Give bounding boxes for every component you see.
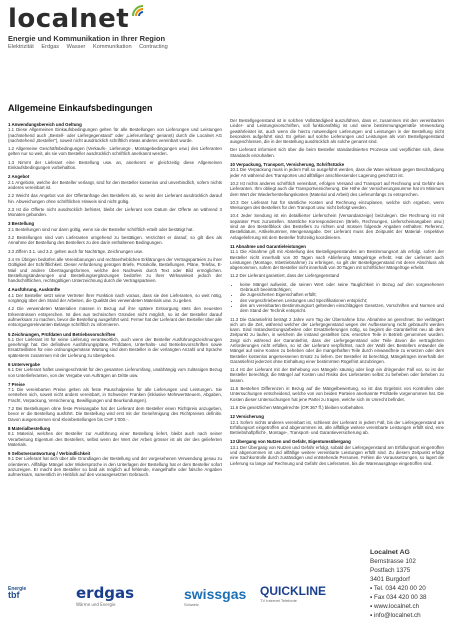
- service-item: Kommunikation: [93, 44, 132, 50]
- paragraph: 4.1 Der Besteller setzt seine Vertreter ihrer Funktion nach voraus, dass sie den Lieferanten, so weit nötig, vorgängig über den Stand der Arbeiten, die Qualität des verwendeten Materials usw. zu geben.: [8, 292, 222, 304]
- section-heading: 8 Materialbestellung: [8, 425, 51, 431]
- section-heading: 13 Übergang von Nutzen und Gefahr, Eigentumsübergang: [230, 439, 351, 445]
- section-heading: 10 Verpackung, Transport, Versicherung, Schriftstücke: [230, 162, 345, 168]
- address-company-name: Localnet AG: [370, 549, 410, 556]
- paragraph: 3.4 Im Übrigen bedürfen alle Vereinbarungen und rechtserheblichen Erklärungen der Vertragsparteien zu ihrer Gültigkeit der Schriftlichkeit. Dieser Anforderung genügen Briefe, Protokolle, Bestellungen, Pläne, Telefax, E-Mail und andere Übertragungsformen, welche den Nachweis durch Text oder Bild ermöglichen. Bestellungsänderungen und Bestellungsergänzungen bedürfen zu ihrer Wirksamkeit jedoch der handschriftlichen, rechtsgültigen Unterzeichnung durch die Vertragsparteien.: [8, 256, 222, 284]
- bullet-item: • die zugesicherten Eigenschaften erfüllt;: [240, 292, 444, 297]
- paragraph: 12.1 Sofern nichts anderes vereinbart ist, schliesst der Lieferant in jedem Fall, bis der Liefergegenstand am Erfüllungsort eingetroffen und abgenommen ist, alle allfällige weitere vereinbarte Leistungen erfüllt sind, eine Betriebshaftpflicht-, Montage-, Transport- und Garantieversicherung ab.: [230, 419, 444, 436]
- web-link[interactable]: www.localnet.ch: [373, 603, 420, 610]
- paragraph: 3.1 Bestellungen sind nur dann gültig, wenn sie der Besteller schriftlich erteilt oder bestätigt hat.: [8, 226, 194, 232]
- paragraph: Der Bestellgegenstand ist in solchen Vollständigkeit auszuführen, dass er, zusammen mit den vereinbarten Lieder- und Leistungsvorschriften, voll funktionsfähig ist und seine bestimmungsgemäße Verwendung gewährleistet ist, auch wenn die hierzu notwendigen Lieferungen und Leistungen in der Bestellung nicht besonders aufgeführt sind. Es gelten auf solche Lieferungen und Leistungen als vom Bestellgegenstand ausgeschlossen, die in der Bestellung ausdrücklich als solche genannt sind.: [230, 118, 444, 145]
- paragraph: 10.2 Ist nichts anderes schriftlich vereinbart, erfolgen Versand und Transport auf Rechnung und Gefahr des Lieferanten. Ihm obliegt auch die Transportversicherung. Die Höhe der Versicherungssumme hat im Minimum dem Wert der Wiederherstellungskosten (Material und Arbeit) des Lieferumfangs zu entsprechen.: [230, 180, 444, 197]
- paragraph: 10.1 Die Verpackung muss in jedem Fall so ausgeführt werden, dass die Ware wirksam gegen Beschädigung jeder Art während des Transportes und allfälliger anschliessender Lagerung geschützt ist.: [230, 167, 444, 178]
- partner-logo-swissgas-mark: swissgas: [184, 586, 247, 602]
- section-heading: 11 Abnahme und Garantieleistungen: [230, 243, 306, 249]
- partner-logos: [8, 582, 358, 622]
- section-heading: 6 Untervergabe: [8, 361, 40, 367]
- partner-logo-erdgas: [76, 584, 134, 607]
- paragraph: 8.1 Material, welches der Besteller zur Ausführung einer Bestellung liefert, bleibt auch nach seiner Verarbeitung Eigentum des Bestellers, selbst wenn der Wert der Arbeit grösser ist als der des gelieferten Materials.: [8, 431, 222, 447]
- paragraph: 2.3 Ist die Offerte nicht ausdrücklich befristet, bleibt der Lieferant vom Datum der Offerte an während 3 Monaten gebunden.: [8, 206, 222, 218]
- services-list: [8, 44, 448, 50]
- section-heading: 9 Selbstverantwortung / Verbindlichkeit: [8, 451, 91, 457]
- bullet-list: [230, 282, 444, 314]
- paragraph: 5.1 Der Lieferant ist für seine Lieferung verantwortlich, auch wenn der Besteller Ausführungszeichnungen genehmigt hat. Die definitiven Ausführungspläne, Prüfdaten, Unterhalts- und Betriebsvorschriften sowie Ersatzteillisten für eine ordnungsgemässe Wartung sind dem Besteller in der verlangten Anzahl und Sprache spätestens zusammen mit der Lieferung zu übergeben.: [8, 336, 222, 358]
- fax-text: Fax 034 420 00 38: [373, 594, 427, 601]
- phone-text: Tel. 034 420 00 20: [373, 585, 426, 592]
- paragraph: 6.1 Der Lieferant haftet uneingeschränkt für den gesamten Lieferumfang, unabhängig vom zulässigen Bezug von Unterlieferanten, von der Vergabe von Aufträgen an Dritte usw.: [8, 367, 222, 378]
- company-logo: [8, 6, 448, 50]
- bullet-item: • den vorgeschriebenen Leistungen und Spezifikationen entspricht;: [240, 298, 444, 303]
- terms-right-column: [230, 118, 444, 469]
- address-web[interactable]: ▪ www.localnet.ch: [370, 603, 420, 610]
- email-link[interactable]: info@localnet.ch: [373, 612, 421, 619]
- company-address: [370, 548, 427, 620]
- address-street: Bernstrasse 102: [370, 558, 416, 565]
- section-heading: 12 Versicherung: [230, 414, 264, 420]
- paragraph: 4.2 Die verwendeten Materialien müssen in Bezug auf ihre spätere Entsorgung stets den neuesten Erkenntnissen entsprechen. Ist dies aus technischen Gründen nicht möglich, so ist der Besteller darauf aufmerksam zu machen, bevor die Bestellung ausgeführt wird. Ferner hat der Lieferant den Besteller über alle entsorgungsrelevanten Belange schriftlich zu informieren.: [8, 306, 222, 328]
- partner-logo-quickline: [260, 584, 326, 603]
- partner-logo-energie-label: Energie: [8, 586, 27, 592]
- partner-logo-erdgas-sub: Wärme und Energie: [76, 602, 116, 607]
- paragraph: 10.3 Der Lieferant hat für sämtliche Kosten und Rechnung einzuplanen, welche sich ergeben, wenn Weisungen des Bestellers für den Transport usw. nicht befolgt werden.: [230, 199, 444, 211]
- section-heading: 3 Bestellung: [8, 221, 35, 227]
- paragraph: 3.3 Ziffern 3.1. und 3.2. gelten auch für Nachträge, Zeichnungen usw.: [8, 248, 143, 254]
- paragraph: Der Lieferant informiert sich über die beim Besteller standardisierten Prozesse und verpflichtet sich, diese Standards einzuhalten.: [230, 147, 444, 158]
- tagline: Energie und Kommunikation in Ihrer Region: [8, 34, 166, 43]
- service-item: Erdgas: [41, 44, 60, 50]
- paragraph: 11.1 Die Abnahme gilt mit Abstellung des Bestellgegenstandes am Bestimmungsort als erfolgt, sofern der Besteller nicht innerhalb von 30 Tagen nach Ablieferung Mängelrüge erhebt. Hat der Lieferant auch Leistungen (Montage, Inbetriebnahme) zu erbringen, so gilt der Bestellgegenstand mit deren Abschluss als abgenommen, sofern der Besteller nicht innerhalb von 30 Tagen mit schriftlicher Mängelrüge erhebt.: [230, 249, 444, 271]
- paragraph: 10.4 Jeder Sendung ist ein detaillierter Lieferschein (Versandanzeige) beizulegen. Die Rechnung ist mit separater Post zuzustellen. Sämtliche Korrespondenzen (Briefe, Rechnungen, Lieferscheinangaben usw.) sind an den Bestellblock des Bestellers zu richten und müssen folgende Angaben enthalten: Referenz, Bestelldatum, Artikelnummer, Mengenangabe. Der Lieferant muss den Zeitpunkt der Material- respektive Anlagelieferung mit dem Besteller frühzeitig koordinieren.: [230, 213, 444, 240]
- partner-logo-quickline-mark: QUICKLINE: [260, 584, 326, 598]
- terms-left-column: [8, 118, 222, 481]
- paragraph: 9.1 Der Lieferant hat sich über alle Grundlagen der Bestellung und der vorgesehenen Verwendung genau zu orientieren. Allfällige Mängel oder Widersprüche in den Unterlagen der Bestellung hat er dem Besteller sofort anzuzeigen. Er macht den Besteller so bald als möglich auf fehlende, mangelhafte oder falsche Angaben aufmerksam, namentlich im Hinblick auf den vorausgesetzten Gebrauch.: [8, 456, 222, 478]
- paragraph: 2.1 Angebote, welche der Besteller verlangt, sind für den Besteller kostenlos und unverbindlich, sofern nichts anderes vereinbart ist.: [8, 179, 222, 190]
- partner-logo-quickline-sub: TV Internet Telefonie: [260, 598, 297, 603]
- paragraph: 11.2 Der Lieferant garantiert, dass der Liefergegenstand: [230, 273, 340, 279]
- paragraph: 11.5 Bestehen Differenzen in Bezug auf die Mängelbewertung, so ist das Ergebnis von Kontrollen oder Untersuchungen entscheidend, welche von von beiden Parteien anerkannte Prüfstelle vorgenommen hat. Die Kosten dieser Untersuchungen hat jene Partei zu tragen, welche sich im Unrecht befindet.: [230, 386, 444, 402]
- partner-logo-energie-mark: tbf: [8, 590, 20, 600]
- section-heading: 2 Angebot: [8, 174, 30, 180]
- address-city: 3401 Burgdorf: [370, 576, 410, 583]
- partner-logo-erdgas-mark: erdgas: [76, 584, 135, 602]
- logo-arc-icon: [131, 4, 145, 18]
- service-item: Contracting: [139, 44, 168, 50]
- document-title: Allgemeine Einkaufsbedingungen: [8, 103, 153, 113]
- section-heading: 4 Ausführung, Auskünfte: [8, 287, 61, 293]
- paragraph: 1.2 Allgemeine Geschäftsbedingungen (Verkaufs-, Lieferungs-, Montagebedingungen usw.) des Lieferanten gelten nur so weit, als sie vom Besteller ausdrücklich schriftlich anerkannt werden.: [8, 146, 222, 157]
- address-phone: ▪ Tel. 034 420 00 20: [370, 585, 426, 592]
- logo-wordmark: localnet: [8, 4, 130, 34]
- paragraph: 7.1 Die vereinbarten Preise gelten als feste Pauschalpreise für alle Lieferungen und Leistungen. Sie verstehen sich, soweit nicht anders vereinbart, in Schweizer Franken (inklusive Mehrwertsteuern, Abgaben, Fracht, Verpackung, Versicherung, Bewilligungen und Beurkundungen).: [8, 387, 222, 403]
- address-fax: ▪ Fax 034 420 00 38: [370, 594, 427, 601]
- service-item: Elektrizität: [8, 44, 34, 50]
- bullet-item: • keine Mängel aufweist, die seinen Wert oder seine Tauglichkeit in Bezug auf den vorgesehenen Gebrauch beeinträchtigen;: [240, 282, 444, 293]
- partner-logo-energie: [8, 586, 38, 600]
- paragraph: 1.1 Diese Allgemeinen Einkaufsbedingungen gelten für alle Bestellungen von Lieferungen und Leistungen (nachstehend auch „Bestell- oder Liefergegenstand“ oder „Lieferumfang“ genannt) durch die Localnet AG (nachstehend „Besteller“), soweit nicht ausdrücklich schriftlich etwas anderes vereinbart wurde.: [8, 127, 222, 143]
- paragraph: 11.3 Die Garantiefrist beträgt 2 Jahre vom Tag der Übernahme bzw. Abnahme an gerechnet. Sie verlängert sich um die Zeit, während welcher der Liefergegenstand wegen der Aufbesserung nicht gebraucht werden kann. Sind Instandsetzungsarbeiten oder Ersatzlieferungen nötig, so beginnt die Garantiefrist neu ab dem Zeitpunkt zu laufen, in welchem die instand gestellten bzw. ersetzten Teile in Betrieb genommen wurden. Zeigt sich während der Garantiefrist, dass der Liefergegenstand oder Teile davon die vertraglichen Anforderungen nicht erfüllen, so ist der Lieferant verpflichtet, nach der Wahl des Bestellers entweder die Mängel auf seine Kosten zu beheben oder die mangelhaften Teile durch einwandfreie zu ersetzen oder dem Besteller kostenlos angemessenen Ersatz zu liefern. Der Besteller ist berechtigt, Mängelrügen innerhalb der Garantiefrist jederzeit ohne Einhaltung einer bestimmten Rügefrist anzubringen.: [230, 316, 444, 364]
- service-item: Wasser: [66, 44, 86, 50]
- paragraph: 7.2 Bei Bestellungen ohne feste Preisangabe hat der Lieferant dem Besteller einen Richtpreis anzugeben, bevor er die Bestellung ausführt. Die Bestellung wird erst mit der Genehmigung des Richtpreises definitiv. Davon ausgenommen sind Kleinbestellungen bis CHF 1'000.-.: [8, 406, 222, 422]
- bullet-item: • den am vereinbarten Bestimmungsort geltenden einschlägigen Gesetzen, Vorschriften und Normen und dem Stand der Technik entspricht.: [240, 303, 444, 314]
- paragraph: 13.1 Der Übergang von Nutzen und Gefahr erfolgt, sobald der Liefergegenstand am Erfüllungsort eingetroffen und abgenommen ist und allfällige weitere vereinbarte Leistungen erfüllt sind. Zu diesem Zeitpunkt erfolgt eine Sachkontrolle durch zuständigen und entstehende Personen. Fehlen die Voraussetzungen, so lagert die Lieferung so lange auf Rechnung und Gefahr des Lieferanten, bis die Warenausgänge eingetroffen sind.: [230, 444, 444, 466]
- section-heading: 1 Anwendungsbereich und Geltung: [8, 122, 82, 127]
- paragraph: 1.3 Nimmt der Lieferant eine Bestellung usw. an, anerkennt er gleichzeitig diese Allgemeinen Einkaufsbedingungen vorbehaltlos.: [8, 159, 222, 171]
- address-po-box: Postfach 1375: [370, 567, 411, 574]
- address-email[interactable]: ▪ info@localnet.ch: [370, 612, 421, 619]
- paragraph: 11.6 Die gesetzlichen Mängelrechte (OR 367 ff.) bleiben vorbehalten.: [230, 404, 365, 410]
- partner-logo-swissgas-sub: Schweiz: [184, 602, 199, 607]
- paragraph: 11.4 Ist der Lieferant mit der Behebung von Mängeln säumig oder liegt ein dringender Fall vor, so ist der Besteller berechtigt, die Mängel auf Kosten und Risiko des Lieferanten selbst zu beheben oder beheben zu lassen.: [230, 367, 444, 383]
- section-heading: 7 Preise: [8, 381, 25, 387]
- partner-logo-swissgas: [184, 586, 246, 607]
- paragraph: 3.2 Bestellungen sind vom Lieferanten umgehend zu bestätigen. Verzichtet er darauf, so gilt dies als Annahme der Bestellung des Bestellers zu den darin enthaltenen Bedingungen.: [8, 235, 222, 246]
- section-heading: 5 Zeichnungen, Prüfdaten und Betriebsvorschriften: [8, 331, 116, 337]
- paragraph: 2.2 Weicht das Angebot von der Offertanfrage des Bestellers ab, so weist der Lieferant ausdrücklich darauf hin. Abweichungen ohne schriftlichen Hinweis sind nicht gültig.: [8, 193, 222, 204]
